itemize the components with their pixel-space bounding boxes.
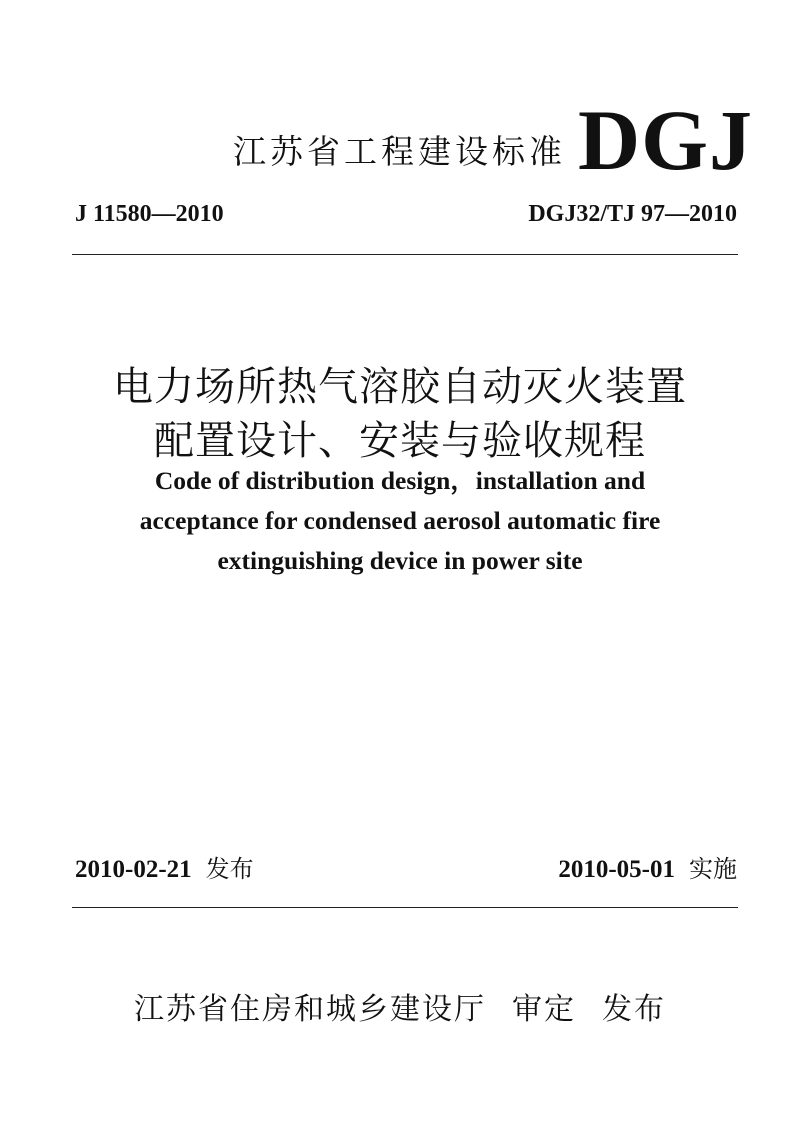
top-divider xyxy=(72,254,738,255)
standard-number: DGJ32/TJ 97—2010 xyxy=(528,201,737,227)
issue-label: 发布 xyxy=(205,855,254,883)
title-zh-line2: 配置设计、安装与验收规程 xyxy=(154,418,646,464)
standard-mark: DGJ xyxy=(578,92,753,188)
implement-date-row xyxy=(558,852,737,887)
record-number: J 11580—2010 xyxy=(75,201,224,227)
standard-type: 江苏省工程建设标准 xyxy=(233,132,566,171)
publisher-name: 江苏省住房和城乡建设厅 xyxy=(134,992,486,1027)
implement-label: 实施 xyxy=(689,855,737,883)
publish-label: 发布 xyxy=(602,992,666,1027)
approve-label: 审定 xyxy=(512,992,576,1027)
publisher-line xyxy=(0,990,800,1030)
implement-date: 2010-05-01 xyxy=(558,856,675,883)
issue-date: 2010-02-21 xyxy=(75,856,192,883)
bottom-divider xyxy=(72,907,738,908)
issue-date-row xyxy=(75,852,254,887)
title-en-line2: acceptance for condensed aerosol automatic fire xyxy=(139,506,661,535)
title-en-line1: Code of distribution design，installation and xyxy=(154,466,646,495)
title-zh-line1: 电力场所热气溶胶自动灭火装置 xyxy=(113,364,687,410)
title-en-line3: extinguishing device in power site xyxy=(217,546,583,575)
